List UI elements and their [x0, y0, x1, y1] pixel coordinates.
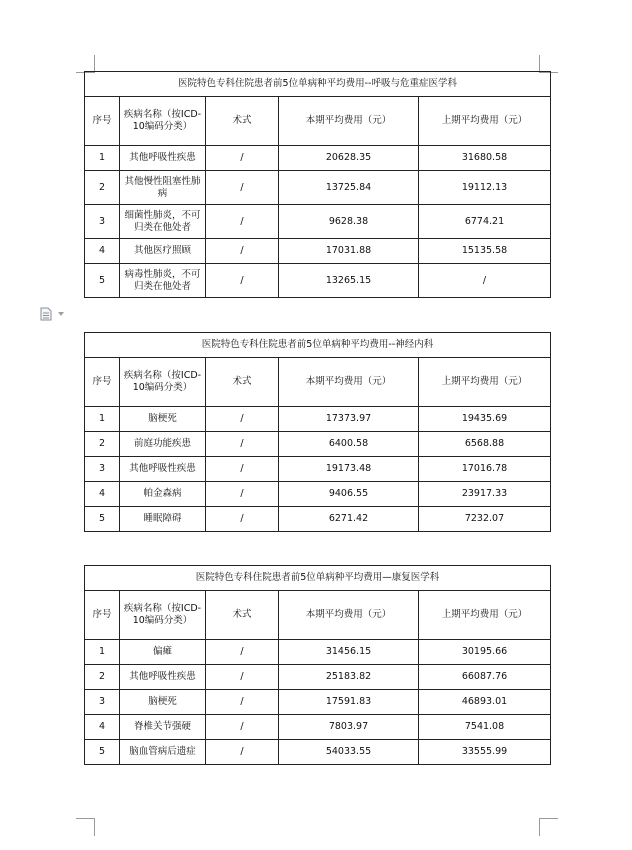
row-operation: / — [206, 457, 279, 482]
row-no: 5 — [85, 264, 120, 298]
row-no: 5 — [85, 740, 120, 765]
header-disease: 疾病名称（按ICD-10编码分类） — [120, 358, 206, 407]
row-no: 3 — [85, 205, 120, 239]
fee-table-rehabilitation — [84, 565, 551, 765]
header-disease: 疾病名称（按ICD-10编码分类） — [120, 591, 206, 640]
row-operation: / — [206, 239, 279, 264]
table-row — [85, 146, 551, 171]
row-no: 2 — [85, 665, 120, 690]
row-disease: 睡眠障碍 — [120, 507, 206, 532]
table-row — [85, 457, 551, 482]
row-current-fee: 17373.97 — [279, 407, 419, 432]
row-disease: 脑血管病后遗症 — [120, 740, 206, 765]
row-disease: 细菌性肺炎，不可归类在他处者 — [120, 205, 206, 239]
fee-table-neurology — [84, 332, 551, 532]
row-no: 4 — [85, 239, 120, 264]
header-current-fee: 本期平均费用（元） — [279, 591, 419, 640]
row-no: 1 — [85, 146, 120, 171]
row-previous-fee: 30195.66 — [419, 640, 551, 665]
table-row — [85, 171, 551, 205]
header-operation: 术式 — [206, 591, 279, 640]
row-current-fee: 13265.15 — [279, 264, 419, 298]
row-operation: / — [206, 690, 279, 715]
table-row — [85, 715, 551, 740]
row-no: 1 — [85, 407, 120, 432]
fee-table-respiratory — [84, 71, 551, 298]
row-operation: / — [206, 482, 279, 507]
row-no: 1 — [85, 640, 120, 665]
row-operation: / — [206, 507, 279, 532]
table-row — [85, 640, 551, 665]
row-previous-fee: 7541.08 — [419, 715, 551, 740]
row-previous-fee: 33555.99 — [419, 740, 551, 765]
header-operation: 术式 — [206, 97, 279, 146]
row-disease: 前庭功能疾患 — [120, 432, 206, 457]
row-disease: 其他慢性阻塞性肺病 — [120, 171, 206, 205]
row-disease: 帕金森病 — [120, 482, 206, 507]
row-operation: / — [206, 146, 279, 171]
row-current-fee: 25183.82 — [279, 665, 419, 690]
table-row — [85, 665, 551, 690]
row-previous-fee: 23917.33 — [419, 482, 551, 507]
row-disease: 病毒性肺炎，不可归类在他处者 — [120, 264, 206, 298]
row-disease: 其他医疗照顾 — [120, 239, 206, 264]
row-no: 5 — [85, 507, 120, 532]
header-current-fee: 本期平均费用（元） — [279, 97, 419, 146]
row-current-fee: 17591.83 — [279, 690, 419, 715]
row-current-fee: 6400.58 — [279, 432, 419, 457]
row-previous-fee: 7232.07 — [419, 507, 551, 532]
row-no: 3 — [85, 690, 120, 715]
row-operation: / — [206, 665, 279, 690]
table-title: 医院特色专科住院患者前5位单病种平均费用—康复医学科 — [85, 566, 551, 591]
table-row — [85, 507, 551, 532]
crop-mark-bottom-right-h — [540, 818, 558, 819]
header-operation: 术式 — [206, 358, 279, 407]
row-disease: 脊椎关节强硬 — [120, 715, 206, 740]
row-previous-fee: 31680.58 — [419, 146, 551, 171]
row-disease: 脑梗死 — [120, 407, 206, 432]
row-current-fee: 31456.15 — [279, 640, 419, 665]
row-operation: / — [206, 171, 279, 205]
row-current-fee: 9628.38 — [279, 205, 419, 239]
header-previous-fee: 上期平均费用（元） — [419, 358, 551, 407]
table-title: 医院特色专科住院患者前5位单病种平均费用--神经内科 — [85, 333, 551, 358]
row-no: 2 — [85, 432, 120, 457]
row-operation: / — [206, 715, 279, 740]
row-previous-fee: 46893.01 — [419, 690, 551, 715]
row-current-fee: 13725.84 — [279, 171, 419, 205]
row-previous-fee: 6568.88 — [419, 432, 551, 457]
header-disease: 疾病名称（按ICD-10编码分类） — [120, 97, 206, 146]
row-disease: 偏瘫 — [120, 640, 206, 665]
header-previous-fee: 上期平均费用（元） — [419, 97, 551, 146]
row-previous-fee: 66087.76 — [419, 665, 551, 690]
table-row — [85, 205, 551, 239]
header-no: 序号 — [85, 591, 120, 640]
row-previous-fee: 6774.21 — [419, 205, 551, 239]
row-current-fee: 6271.42 — [279, 507, 419, 532]
row-previous-fee: 19112.13 — [419, 171, 551, 205]
row-current-fee: 19173.48 — [279, 457, 419, 482]
row-previous-fee: 17016.78 — [419, 457, 551, 482]
table-row — [85, 432, 551, 457]
row-operation: / — [206, 407, 279, 432]
row-disease: 其他呼吸性疾患 — [120, 665, 206, 690]
document-options-icon[interactable] — [40, 307, 52, 321]
row-previous-fee: 19435.69 — [419, 407, 551, 432]
row-no: 4 — [85, 715, 120, 740]
row-no: 4 — [85, 482, 120, 507]
table-row — [85, 740, 551, 765]
row-current-fee: 17031.88 — [279, 239, 419, 264]
row-operation: / — [206, 740, 279, 765]
table-row — [85, 407, 551, 432]
crop-mark-bottom-right-v — [539, 818, 540, 836]
row-operation: / — [206, 264, 279, 298]
crop-mark-bottom-left-h — [76, 818, 94, 819]
row-current-fee: 9406.55 — [279, 482, 419, 507]
row-current-fee: 20628.35 — [279, 146, 419, 171]
row-operation: / — [206, 432, 279, 457]
row-current-fee: 7803.97 — [279, 715, 419, 740]
row-disease: 其他呼吸性疾患 — [120, 146, 206, 171]
header-no: 序号 — [85, 97, 120, 146]
header-previous-fee: 上期平均费用（元） — [419, 591, 551, 640]
table-row — [85, 690, 551, 715]
crop-mark-bottom-left-v — [94, 818, 95, 836]
header-current-fee: 本期平均费用（元） — [279, 358, 419, 407]
row-disease: 脑梗死 — [120, 690, 206, 715]
row-current-fee: 54033.55 — [279, 740, 419, 765]
table-row — [85, 482, 551, 507]
header-no: 序号 — [85, 358, 120, 407]
row-no: 2 — [85, 171, 120, 205]
chevron-down-icon[interactable] — [58, 312, 64, 316]
row-no: 3 — [85, 457, 120, 482]
table-row — [85, 264, 551, 298]
row-previous-fee: / — [419, 264, 551, 298]
row-operation: / — [206, 205, 279, 239]
row-disease: 其他呼吸性疾患 — [120, 457, 206, 482]
row-previous-fee: 15135.58 — [419, 239, 551, 264]
table-title: 医院特色专科住院患者前5位单病种平均费用--呼吸与危重症医学科 — [85, 72, 551, 97]
table-row — [85, 239, 551, 264]
row-operation: / — [206, 640, 279, 665]
